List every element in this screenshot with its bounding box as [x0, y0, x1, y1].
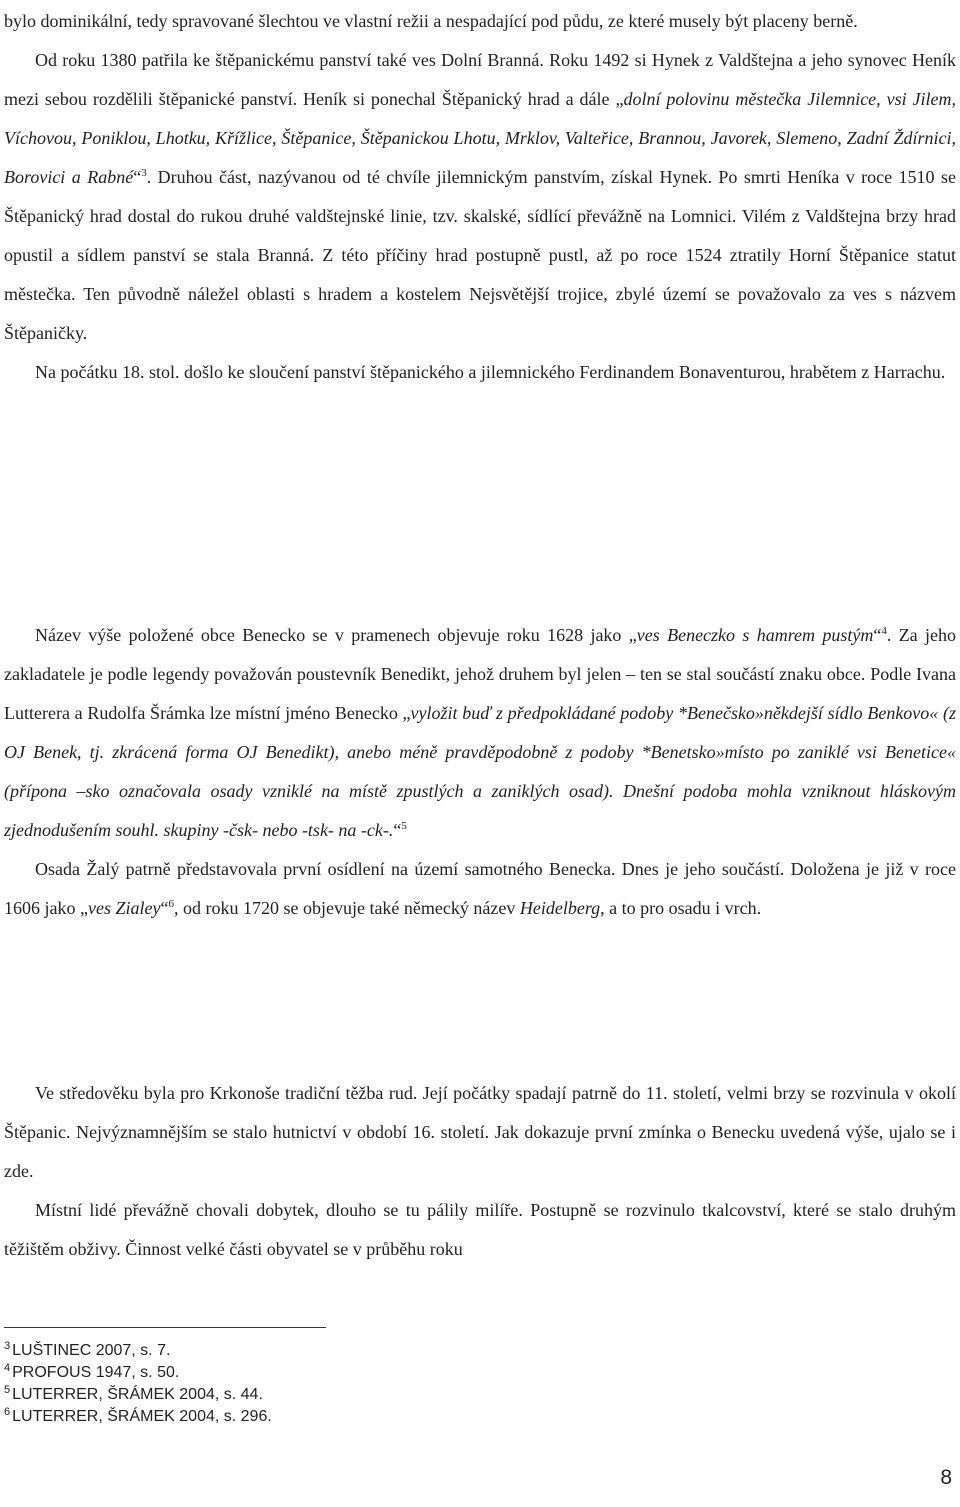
paragraph-benecko-name: [4, 616, 956, 850]
footnote-text: PROFOUS 1947, s. 50.: [12, 1364, 180, 1381]
quote-mark: “: [160, 898, 169, 918]
footnote-number: 6: [4, 1405, 11, 1418]
paragraph-continuation: bylo dominikální, tedy spravované šlechtou ve vlastní režii a nespadající pod půdu, ze které musely být placeny berně.: [4, 11, 858, 31]
footnote-item: [4, 1406, 704, 1428]
paragraph-stepanice-estate: [4, 41, 956, 353]
quote-mark: “: [873, 625, 882, 645]
quote-italic: vyložit buď z předpokládané podoby *Benečsko»někdejší sídlo Benkovo« (z OJ Benek, tj. zkrácená forma OJ Benedikt), anebo méně pravděpodobně z podoby *Benetsko»místo po zaniklé vsi Benetice« (přípona –sko označovala osady vzniklé na místě zpustlých a zaniklých osad). Dnešní podoba mohla vzniknout hláskovým zjednodušením souhl. skupiny -čsk- nebo -tsk- na -ck-.: [4, 703, 957, 840]
name-italic: Heidelberg: [519, 898, 601, 918]
footnote-item: [4, 1384, 704, 1406]
text-block-benecko: [4, 616, 956, 928]
footnote-separator: [4, 1327, 326, 1328]
footnote-text: LUTERRER, ŠRÁMEK 2004, s. 296.: [12, 1408, 272, 1425]
quote-italic: dolní polovinu městečka Jilemnice, vsi Jilem, Víchovou, Poniklou, Lhotku, Křížlice, Štěpanice, Štěpanickou Lhotu, Mrklov, Valteřice, Brannou, Javorek, Slemeno, Zadní Ždírnici, Borovici a Rabné: [4, 89, 957, 187]
footnote-ref-4: 4: [881, 625, 887, 637]
footnote-number: 4: [4, 1361, 11, 1374]
quote-italic: ves Beneczko s hamrem pustým: [636, 625, 874, 645]
text-run: Osada Žalý patrně představovala první osídlení na území samotného Benecka. Dnes je jeho součástí. Doložena je již v roce 1606 jako „: [4, 859, 956, 918]
footnote-text: LUTERRER, ŠRÁMEK 2004, s. 44.: [12, 1386, 263, 1403]
footnote-ref-6: 6: [168, 898, 174, 910]
quote-mark: “: [393, 820, 402, 840]
text-run: Od roku 1380 patřila ke štěpanickému panství také ves Dolní Branná. Roku 1492 si Hynek z Valdštejna a jeho synovec Heník mezi sebou rozdělili štěpanické panství. Heník si ponechal Štěpanický hrad a dále „: [4, 50, 956, 109]
quote-italic: ves Zialey: [87, 898, 161, 918]
text-run: , a to pro osadu i vrch.: [600, 898, 762, 918]
text-run: . Druhou část, nazývanou od té chvíle jilemnickým panstvím, získal Hynek. Po smrti Heníka v roce 1510 se Štěpanický hrad dostal do rukou druhé valdštejnské linie, tzv. skalské, sídlící převážně na Lomnici. Vilém z Valdštejna brzy hrad opustil a sídlem panství se stala Branná. Z této příčiny hrad postupně pustl, až po roce 1524 ztratily Horní Štěpanice statut městečka. Ten původně náležel oblasti s hradem a kostelem Nejsvětější trojice, zbylé území se považovalo za ves s názvem Štěpaničky.: [4, 167, 956, 343]
paragraph-livelihood: Místní lidé převážně chovali dobytek, dlouho se tu pálily milíře. Postupně se rozvinulo tkalcovství, které se stalo druhým těžištěm obživy. Činnost velké části obyvatel se v průběhu roku: [4, 1200, 956, 1259]
footnote-number: 3: [4, 1339, 11, 1352]
text-run: Název výše položené obce Benecko se v pramenech objevuje roku 1628 jako „: [35, 625, 637, 645]
text-run: . Za jeho zakladatele je podle legendy považován poustevník Benedikt, jehož druhem byl jelen – ten se stal součástí znaku obce. Podle Ivana Lutterera a Rudolfa Šrámka lze místní jméno Benecko „: [4, 625, 956, 723]
footnote-ref-3: 3: [141, 167, 147, 179]
footnote-text: LUŠTINEC 2007, s. 7.: [12, 1342, 171, 1359]
quote-mark: “: [133, 167, 142, 187]
text-block-history: [4, 2, 956, 392]
text-block-economy: [4, 1074, 956, 1269]
footnotes: [4, 1340, 704, 1428]
footnote-item: [4, 1362, 704, 1384]
paragraph-zaly: [4, 850, 956, 928]
footnote-number: 5: [4, 1383, 11, 1396]
paragraph-mining: Ve středověku byla pro Krkonoše tradiční těžba rud. Její počátky spadají patrně do 11. století, velmi brzy se rozvinula v okolí Štěpanic. Nejvýznamnějším se stalo hutnictví v období 16. století. Jak dokazuje první zmínka o Benecku uvedená výše, ujalo se i zde.: [4, 1083, 956, 1181]
text-run: , od roku 1720 se objevuje také německý název: [173, 898, 520, 918]
footnote-item: [4, 1340, 704, 1362]
page-number: 8: [940, 1466, 952, 1489]
paragraph-merger: Na počátku 18. stol. došlo ke sloučení panství štěpanického a jilemnického Ferdinandem Bonaventurou, hrabětem z Harrachu.: [35, 362, 946, 382]
footnote-ref-5: 5: [401, 820, 407, 832]
